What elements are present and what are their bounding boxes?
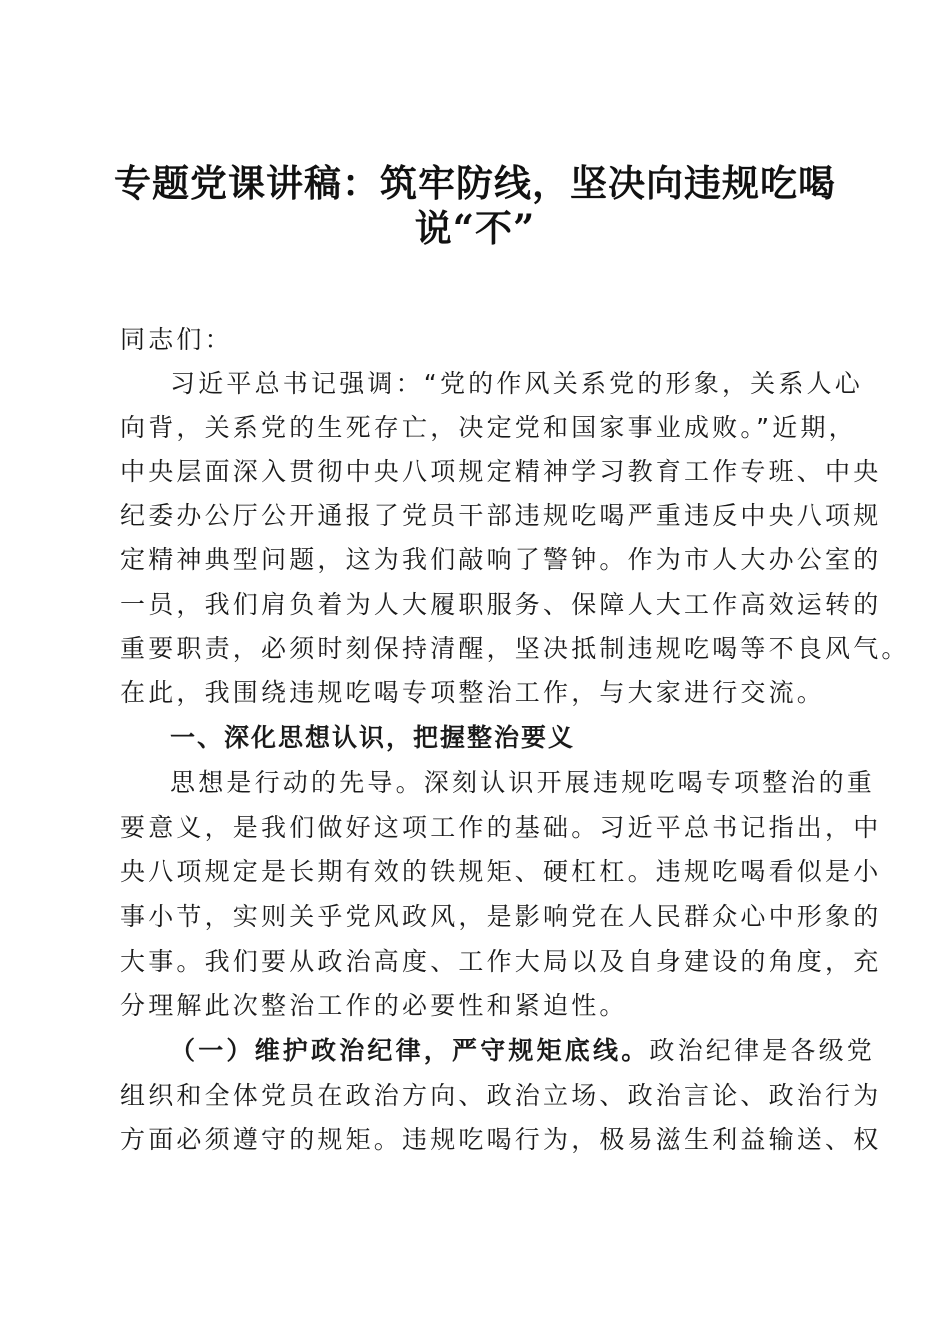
paragraph-line: 纪委办公厅公开通报了党员干部违规吃喝严重违反中央八项规 (120, 501, 882, 530)
paragraph-line: 一员，我们肩负着为人大履职服务、保障人大工作高效运转的 (120, 590, 882, 619)
paragraph-line: 重要职责，必须时刻保持清醒，坚决抵制违规吃喝等不良风气。 (120, 634, 910, 663)
paragraph-line: 分理解此次整治工作的必要性和紧迫性。 (120, 991, 628, 1020)
subsection-heading: （一）维护政治纪律，严守规矩底线。 (170, 1036, 650, 1065)
salutation: 同志们： (120, 325, 233, 354)
paragraph-line: 大事。我们要从政治高度、工作大局以及自身建设的角度，充 (120, 947, 882, 976)
paragraph-line: 央八项规定是长期有效的铁规矩、硬杠杠。违规吃喝看似是小 (120, 857, 882, 886)
document-title-line-2: 说“不” (414, 206, 536, 250)
paragraph-line: 习近平总书记强调：“党的作风关系党的形象，关系人心 (170, 369, 863, 398)
paragraph-line: 组织和全体党员在政治方向、政治立场、政治言论、政治行为 (120, 1081, 882, 1110)
paragraph-line: 在此，我围绕违规吃喝专项整治工作，与大家进行交流。 (120, 678, 826, 707)
paragraph-line: 中央层面深入贯彻中央八项规定精神学习教育工作专班、中央 (120, 457, 882, 486)
subsection-text: 政治纪律是各级党 (649, 1036, 876, 1065)
subsection-line (120, 1033, 876, 1069)
paragraph-line: 事小节，实则关乎党风政风，是影响党在人民群众心中形象的 (120, 902, 882, 931)
paragraph-line: 思想是行动的先导。深刻认识开展违规吃喝专项整治的重 (170, 768, 876, 797)
paragraph-line: 要意义，是我们做好这项工作的基础。习近平总书记指出，中 (120, 813, 882, 842)
paragraph-line: 方面必须遵守的规矩。违规吃喝行为，极易滋生利益输送、权 (120, 1125, 882, 1154)
paragraph-line: 定精神典型问题，这为我们敲响了警钟。作为市人大办公室的 (120, 545, 882, 574)
document-title-line-1: 专题党课讲稿：筑牢防线，坚决向违规吃喝 (114, 161, 836, 205)
paragraph-line: 向背，关系党的生死存亡，决定党和国家事业成败。”近期， (120, 413, 857, 442)
section-heading: 一、深化思想认识，把握整治要义 (170, 723, 576, 752)
